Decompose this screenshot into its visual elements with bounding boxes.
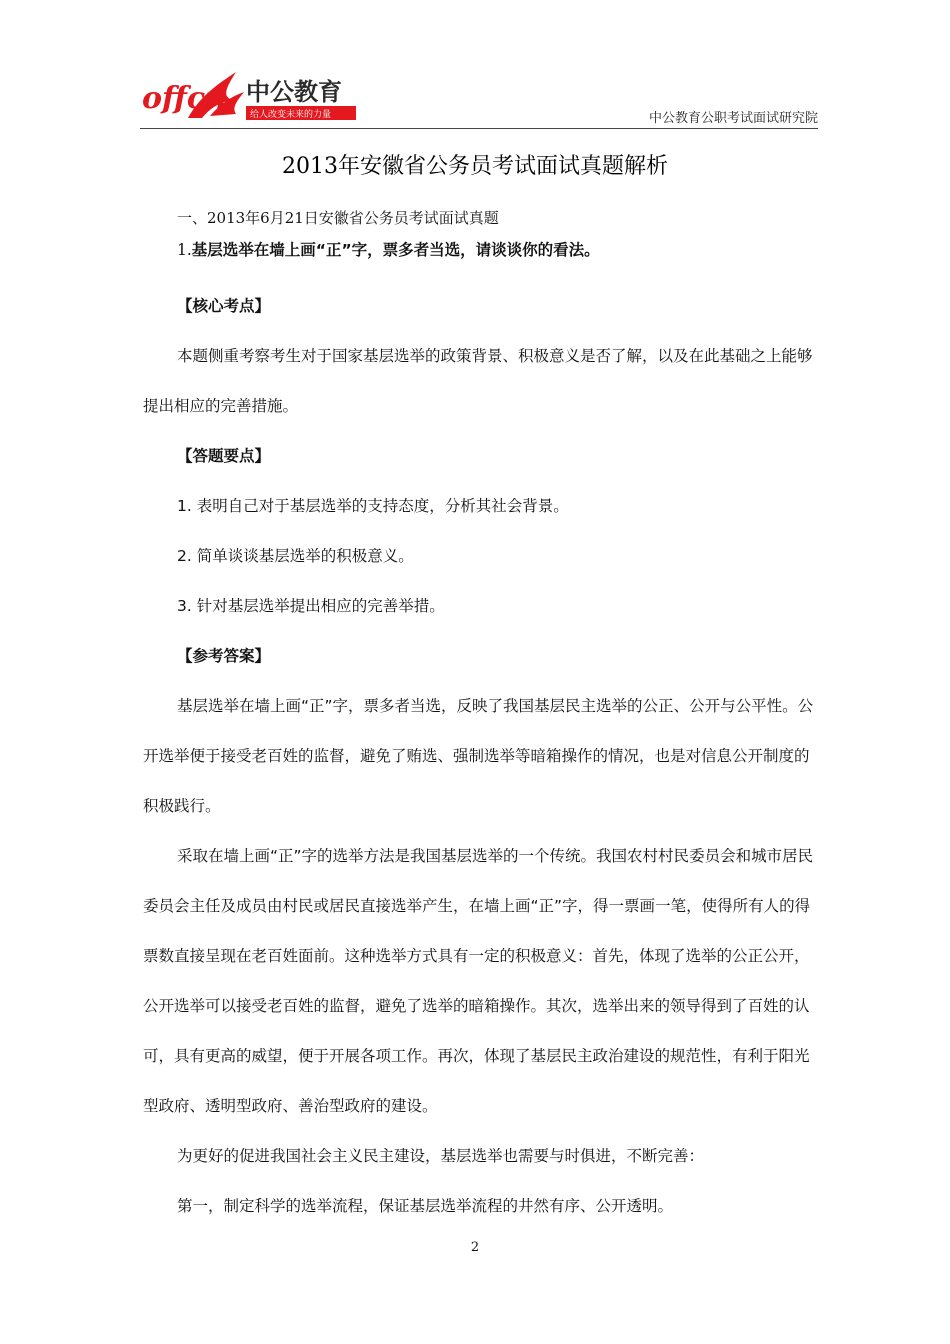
answer-paragraph-2: 采取在墙上画“正”字的选举方法是我国基层选举的一个传统。我国农村村民委员会和城市居民委员会主任及成员由村民或居民直接选举产生，在墙上画“正”字，得一票画一笔，使得所有人的得票数直接呈现在老百姓面前。这种选举方式具有一定的积极意义：首先，体现了选举的公正公开，公开选举可以接受老百姓的监督，避免了选举的暗箱操作。其次，选举出来的领导得到了百姓的认可，具有更高的威望，便于开展各项工作。再次，体现了基层民主政治建设的规范性，有利于阳光型政府、透明型政府、善治型政府的建设。 (143, 847, 814, 1115)
question-1 (143, 237, 823, 263)
answer-paragraph-4: 第一，制定科学的选举流程，保证基层选举流程的井然有序、公开透明。 (177, 1197, 674, 1215)
header-divider (140, 128, 818, 129)
document-title: 2013年安徽省公务员考试面试真题解析 (282, 154, 668, 179)
answer-paragraph-1: 基层选举在墙上画“正”字，票多者当选，反映了我国基层民主选举的公正、公开与公平性。公开选举便于接受老百姓的监督，避免了贿选、强制选举等暗箱操作的情况，也是对信息公开制度的积极践行。 (143, 697, 814, 815)
document-body (143, 205, 823, 1231)
offcn-logo (140, 66, 370, 126)
answer-heading: 【参考答案】 (177, 647, 271, 665)
answer-paragraph-3: 为更好的促进我国社会主义民主建设，基层选举也需要与时俱进，不断完善： (177, 1147, 705, 1165)
question-number: 1. (177, 241, 192, 259)
logo-text: 中公教育 (246, 78, 342, 106)
question-text: 基层选举在墙上画“正”字，票多者当选，请谈谈你的看法。 (191, 241, 600, 259)
points-heading: 【答题要点】 (177, 447, 271, 465)
core-heading: 【核心考点】 (177, 297, 271, 315)
logo-latin-1: offcn (142, 81, 227, 116)
section-heading: 一、2013年6月21日安徽省公务员考试面试真题 (177, 209, 499, 227)
header-organization: 中公教育公职考试面试研究院 (648, 111, 818, 126)
point-item-1: 1. 表明自己对于基层选举的支持态度，分析其社会背景。 (177, 497, 569, 515)
logo-slogan: 给人改变未来的力量 (250, 110, 332, 120)
point-item-3: 3. 针对基层选举提出相应的完善举措。 (177, 597, 445, 615)
page-number: 2 (470, 1240, 480, 1255)
core-text: 本题侧重考察考生对于国家基层选举的政策背景、积极意义是否了解，以及在此基础之上能够提出相应的完善措施。 (143, 347, 813, 415)
point-item-2: 2. 简单谈谈基层选举的积极意义。 (177, 547, 414, 565)
